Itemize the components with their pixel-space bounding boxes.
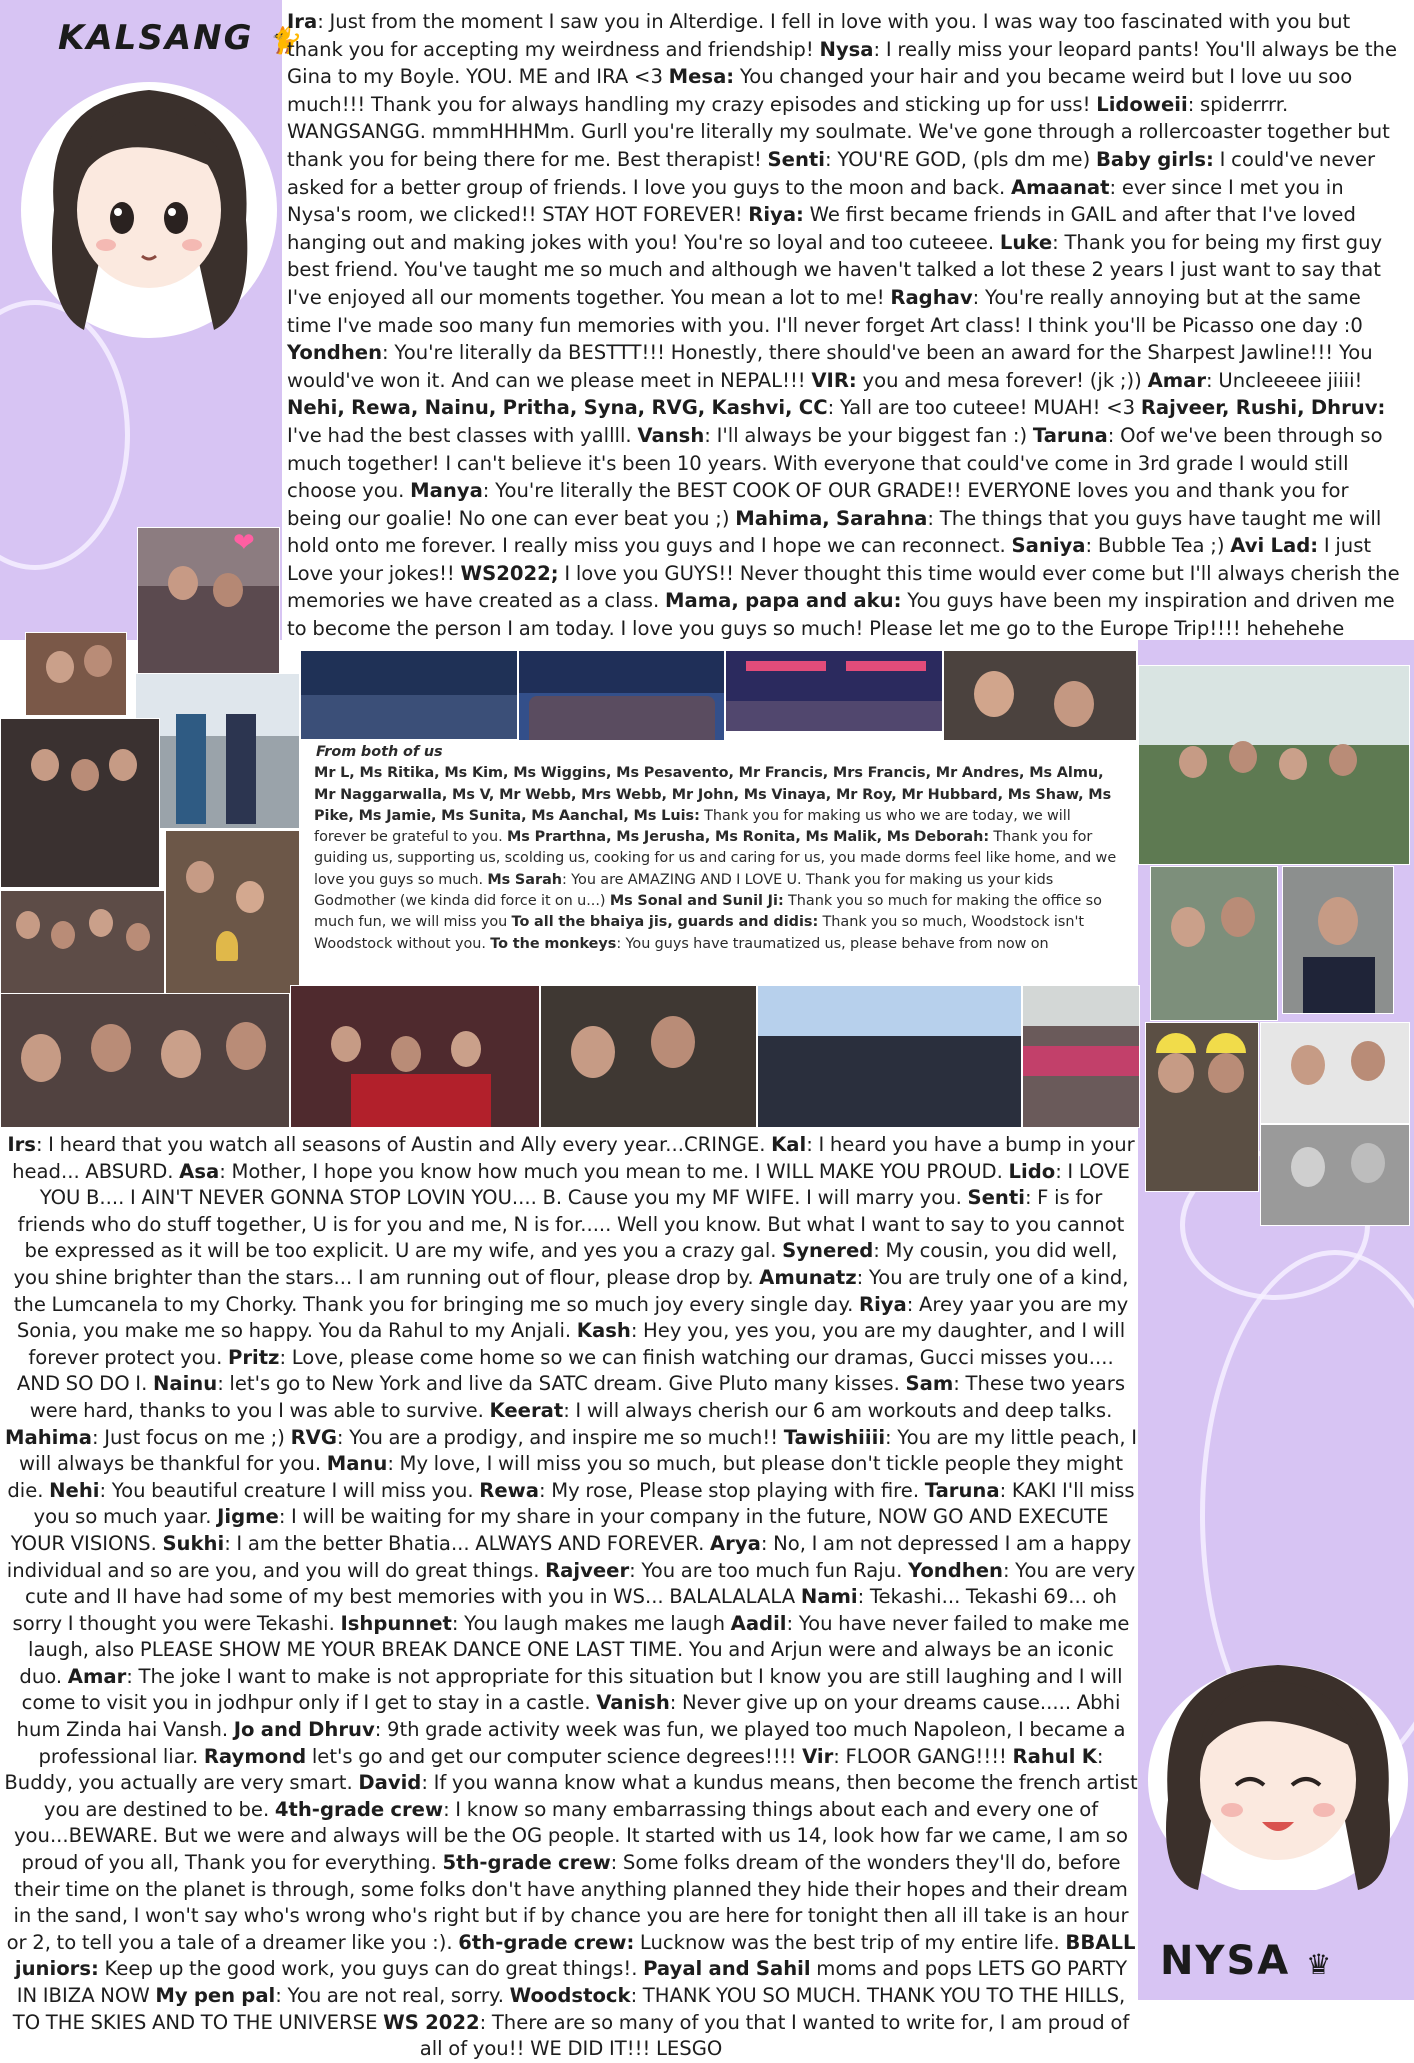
note-recipient-name: Mr L, Ms Ritika, Ms Kim, Ms Wiggins, Ms Pesavento, Mr Francis, Mrs Francis, Mr Andres, Ms Almu, Mr Naggarwalla, Ms V, Mr Webb, Mrs Webb, Mr John, Ms Vinaya, Mr Roy, Mr Hubbard, Ms Shaw, Ms Pike, Ms Jamie, Ms Sunita, Ms Aanchal, Ms Luis: bbox=[314, 765, 1112, 824]
note-message-text: : You have never failed to make me laugh, also PLEASE SHOW ME YOUR BREAK DANCE ONE LAST TIME. You and Arjun were and always be an iconic duo. bbox=[19, 1611, 1130, 1688]
note-message-text: You guys have been my inspiration and driven me to become the person I am today. I love you guys so much! Please let me go to the Europe Trip!!!! hehehehe bbox=[287, 589, 1395, 641]
note-message-text: : The things that you guys have taught me will hold onto me forever. I really miss you guys and I hope we can reconnect. bbox=[287, 506, 1382, 558]
note-message-text: : You are too much fun Raju. bbox=[629, 1558, 908, 1582]
photo-close-selfie bbox=[540, 985, 757, 1128]
note-message-text: : Just from the moment I saw you in Alterdige. I fell in love with you. I was way too fascinated with you but thank you for accepting my weirdness and friendship! bbox=[287, 10, 1351, 61]
note-message-text: : THANK YOU SO MUCH. THANK YOU TO THE HILLS, TO THE SKIES AND TO THE UNIVERSE bbox=[12, 1984, 1126, 2034]
note-message-text: Thank you so much, Woodstock isn't Woodstock without you. bbox=[314, 914, 1085, 952]
note-message-text: : Buddy, you actually are very smart. bbox=[4, 1744, 1104, 1795]
note-message-text: : I'll always be your biggest fan :) bbox=[704, 423, 1033, 447]
photo-pair-laughing bbox=[1150, 866, 1278, 1021]
note-message-text: : I know so many embarrassing things about each and every one of you...BEWARE. But we were and always will be the OG people. It started with us 14, look how far we came, I am so proud of you all, Thank you for everything. bbox=[13, 1797, 1129, 1875]
note-recipient-name: Amar bbox=[67, 1664, 127, 1688]
note-recipient-name: Lidoweii bbox=[1096, 92, 1188, 116]
note-message-text: : You're literally da BESTTT!!! Honestly, there should've been an award for the Sharpest Jawline!!! You would've won it. And can we please meet in NEPAL!!! bbox=[287, 341, 1373, 392]
note-recipient-name: Riya: bbox=[748, 203, 804, 227]
note-recipient-name: Nainu bbox=[152, 1372, 218, 1396]
note-message-text: Thank you for making us who we are today, we will forever be grateful to you. bbox=[314, 807, 1071, 846]
note-recipient-name: Rajveer bbox=[545, 1558, 630, 1582]
heart-sticker-icon: ❤ bbox=[233, 528, 255, 558]
note-recipient-name: Aadil bbox=[730, 1611, 787, 1635]
note-message-text: : You are truly one of a kind, the Lumcanela to my Chorky. Thank you for bringing me so much joy every single day. bbox=[13, 1265, 1129, 1316]
photo-peace-sign bbox=[1260, 1022, 1410, 1124]
note-recipient-name: Jo and Dhruv bbox=[233, 1718, 375, 1742]
note-recipient-name: Vansh bbox=[637, 423, 705, 447]
note-message-text: : You guys have traumatized us, please behave from now on bbox=[616, 935, 1049, 952]
note-message-text: Thank you for guiding us, supporting us, scolding us, cooking for us and caring for us, you made dorms feel like home, and we love you guys so much. bbox=[314, 829, 1117, 888]
note-recipient-name: Ms Prarthna, Ms Jerusha, Ms Ronita, Ms Malik, Ms Deborah: bbox=[506, 829, 990, 846]
photo-hard-hats bbox=[1145, 1022, 1259, 1192]
note-message-text: : I heard that you watch all seasons of Austin and Ally every year...CRINGE. bbox=[35, 1133, 772, 1156]
note-recipient-name: Yondhen bbox=[907, 1558, 1003, 1582]
photo-selfie-group bbox=[137, 527, 280, 675]
note-recipient-name: Vanish bbox=[596, 1691, 670, 1715]
note-recipient-name: Kash bbox=[576, 1319, 631, 1343]
note-recipient-name: Mama, papa and aku: bbox=[664, 589, 902, 613]
note-message-text: : ever since I met you in Nysa's room, we clicked!! STAY HOT FOREVER! bbox=[287, 175, 1344, 227]
note-recipient-name: Vir bbox=[802, 1744, 834, 1768]
note-recipient-name: Nami bbox=[800, 1585, 858, 1609]
note-message-text: : Mother, I hope you know how much you mean to me. I WILL MAKE YOU PROUD. bbox=[219, 1159, 1009, 1183]
note-message-text: : You're literally the BEST COOK OF OUR GRADE!! EVERYONE loves you and thank you for being our goalie! No one can ever beat you ;) bbox=[287, 479, 1349, 530]
note-message-text: : You're really annoying but at the same time I've made soo many fun memories with you. I'll never forget Art class! I think you'll be Picasso one day :0 bbox=[287, 285, 1363, 337]
note-recipient-name: Mesa: bbox=[668, 65, 735, 89]
note-message-text: : F is for friends who do stuff together, U is for you and me, N is for..... Well you know. But what I want to say to you cannot be expressed as it will be too explicit. U are my wife, and yes you a crazy gal. bbox=[17, 1186, 1125, 1263]
note-recipient-name: Amunatz bbox=[759, 1265, 857, 1289]
note-recipient-name: Woodstock bbox=[509, 1984, 631, 2007]
note-recipient-name: Synered bbox=[782, 1239, 874, 1263]
note-recipient-name: My pen pal bbox=[155, 1984, 276, 2007]
note-message-text: : YOU'RE GOD, (pls dm me) bbox=[824, 147, 1096, 171]
note-message-text: : My love, I will miss you so much, but please don't tickle people they might die. bbox=[7, 1452, 1124, 1502]
note-message-text: You changed your hair and you became weird but I love uu soo much!!! Thank you for always handling my crazy episodes and sticking up for uss! bbox=[287, 65, 1353, 116]
nysa-avatar bbox=[1138, 1640, 1414, 1890]
note-recipient-name: Amar bbox=[1147, 368, 1207, 392]
note-message-text: : Arey yaar you are my Sonia, you make me so happy. You da Rahul to my Anjali. bbox=[16, 1292, 1129, 1343]
note-recipient-name: Yondhen bbox=[287, 341, 383, 365]
note-recipient-name: Avi Lad: bbox=[1230, 534, 1319, 558]
note-recipient-name: Ira bbox=[287, 10, 318, 33]
note-message-text: : The joke I want to make is not appropriate for this situation but I know you are still laughing and I will come to visit you in jodhpur only if I get to stay in a castle. bbox=[21, 1664, 1123, 1715]
note-recipient-name: Payal and Sahil bbox=[643, 1957, 811, 1981]
note-recipient-name: Asa bbox=[179, 1159, 220, 1183]
note-recipient-name: David bbox=[358, 1771, 422, 1795]
note-recipient-name: 5th-grade crew bbox=[442, 1851, 611, 1875]
note-recipient-name: Rajveer, Rushi, Dhruv: bbox=[1140, 396, 1386, 420]
note-message-text: I could've never asked for a better group of friends. I love you guys to the moon and back. bbox=[287, 147, 1376, 199]
note-message-text: : I will be waiting for my share in your company in the future, NOW GO AND EXECUTE YOUR VISIONS. bbox=[10, 1505, 1109, 1555]
note-message-text: : Love, please come home so we can finish watching our dramas, Gucci misses you.... AND SO DO I. bbox=[16, 1345, 1114, 1396]
note-message-text: let's go and get our computer science degrees!!!! bbox=[306, 1744, 803, 1768]
note-recipient-name: Taruna bbox=[1032, 423, 1108, 447]
note-recipient-name: Irs bbox=[7, 1133, 36, 1156]
note-recipient-name: Baby girls: bbox=[1095, 147, 1214, 171]
note-message-text: : No, I am not depressed I am a happy individual and so are you, and you will do great things. bbox=[6, 1531, 1132, 1582]
photo-portrait bbox=[1282, 866, 1394, 1014]
kalsang-logo: KALSANG 🐈 bbox=[58, 18, 302, 58]
note-message-text: : Bubble Tea ;) bbox=[1085, 534, 1231, 558]
bottom-message bbox=[4, 1132, 1138, 2063]
note-message-text: moms and pops LETS GO PARTY IN IBIZA NOW bbox=[16, 1957, 1128, 2007]
note-recipient-name: Tawishiiii bbox=[783, 1425, 886, 1449]
note-message-text: : My rose, Please stop playing with fire. bbox=[538, 1478, 925, 1502]
note-recipient-name: Manya bbox=[410, 479, 483, 503]
note-recipient-name: WS 2022 bbox=[383, 2010, 480, 2034]
note-recipient-name: 6th-grade crew: bbox=[458, 1930, 635, 1954]
note-recipient-name: Mahima bbox=[4, 1425, 93, 1449]
note-message-text: Keep up the good work, you guys can do great things!. bbox=[98, 1957, 644, 1981]
note-message-text: : You are a prodigy, and inspire me so much!! bbox=[336, 1425, 784, 1449]
note-recipient-name: Nehi, Rewa, Nainu, Pritha, Syna, RVG, Kashvi, CC bbox=[287, 396, 828, 420]
note-message-text: : Tekashi... Tekashi 69... oh sorry I thought you were Tekashi. bbox=[12, 1585, 1117, 1635]
note-message-text: : You laugh makes me laugh bbox=[451, 1611, 731, 1635]
note-recipient-name: Mahima, Sarahna bbox=[735, 506, 928, 530]
note-message-text: : Some folks dream of the wonders they'll do, before their time on the planet is through, some folks don't have anything planned they hide their hopes and their dream in the sand, I won't say who's wrong who's right but if by chance you are here for tonight then all ill take is an hour or 2, to tell you a tale of a dreamer like you :). bbox=[6, 1851, 1129, 1954]
crown-icon: ♛ bbox=[1306, 1948, 1334, 1981]
note-recipient-name: Pritz bbox=[227, 1345, 280, 1369]
note-recipient-name: Rewa bbox=[479, 1478, 539, 1502]
note-message-text: We first became friends in GAIL and after that I've loved hanging out and making jokes with you! You're so loyal and too cuteeee. bbox=[287, 203, 1356, 254]
note-message-text: : FLOOR GANG!!!! bbox=[833, 1744, 1013, 1768]
note-recipient-name: Raghav bbox=[890, 285, 973, 309]
note-message-text: : spiderrrr. WANGSANGG. mmmHHHMm. Gurll you're literally my soulmate. We've gone through a rollercoaster together but thank you for being there for me. Best therapist! bbox=[287, 92, 1390, 171]
note-recipient-name: Keerat bbox=[489, 1398, 564, 1422]
note-recipient-name: To the monkeys bbox=[490, 935, 617, 952]
note-recipient-name: Manu bbox=[326, 1452, 388, 1476]
note-recipient-name: 4th-grade crew bbox=[274, 1797, 444, 1821]
note-message-text: : Hey you, yes you, you are my daughter, and I will forever protect you. bbox=[28, 1319, 1126, 1369]
note-recipient-name: Saniya bbox=[1011, 534, 1086, 558]
note-recipient-name: Amaanat bbox=[1010, 175, 1110, 199]
note-recipient-name: Sam bbox=[905, 1372, 954, 1396]
note-recipient-name: Lido bbox=[1008, 1159, 1056, 1183]
note-message-text: : KAKI I'll miss you so much yaar. bbox=[33, 1478, 1135, 1529]
note-message-text: : I heard you have a bump in your head... ABSURD. bbox=[12, 1133, 1135, 1183]
note-recipient-name: BBALL juniors: bbox=[14, 1930, 1136, 1981]
note-message-text: : Thank you for being my first guy best friend. You've taught me so much and although we haven't talked a lot these 2 years I just want to say that I've enjoyed all our moments together. You mean a lot to me! bbox=[287, 230, 1383, 309]
note-recipient-name: Riya bbox=[858, 1292, 907, 1316]
note-recipient-name: Senti bbox=[767, 147, 825, 171]
joint-message-heading: From both of us bbox=[316, 744, 443, 760]
note-message-text: : You are very cute and II have had some of my best memories with you in WS... BALALALALA bbox=[25, 1558, 1136, 1609]
note-recipient-name: Rahul K bbox=[1012, 1744, 1097, 1768]
note-message-text: Lucknow was the best trip of my entire life. bbox=[634, 1930, 1066, 1954]
note-message-text: : I am the better Bhatia... ALWAYS AND FOREVER. bbox=[224, 1531, 711, 1555]
note-recipient-name: VIR: bbox=[811, 368, 857, 392]
note-message-text: : You are my little peach, I will always be thankful for you. bbox=[18, 1425, 1138, 1476]
photo-games-stage bbox=[725, 650, 943, 732]
note-message-text: you and mesa forever! (jk ;)) bbox=[856, 368, 1148, 392]
note-message-text: : If you wanna know what a kundus means, then become the french artist you are destined to be. bbox=[43, 1771, 1138, 1821]
photo-hiking-group bbox=[757, 985, 1022, 1128]
note-message-text: : Never give up on your dreams cause..... Abhi hum Zinda hai Vansh. bbox=[16, 1691, 1121, 1742]
note-message-text: : 9th grade activity week was fun, we played too much Napoleon, I became a professional liar. bbox=[38, 1718, 1126, 1768]
note-message-text: : There are so many of you that I wanted to write for, I am proud of all of you!! WE DID IT!!! LESGO bbox=[419, 2010, 1130, 2061]
photo-group-selfie bbox=[0, 890, 165, 995]
note-message-text: Thank you so much for making the office so much fun, we will miss you bbox=[314, 893, 1102, 931]
note-message-text: I just Love your jokes!! bbox=[287, 534, 1372, 585]
note-message-text: : I really miss your leopard pants! You'll always be the Gina to my Boyle. YOU. ME and IRA <3 bbox=[287, 37, 1398, 89]
note-message-text: : You beautiful creature I will miss you. bbox=[99, 1478, 480, 1502]
photo-selfie-four bbox=[0, 993, 290, 1128]
note-message-text: I've had the best classes with yallll. bbox=[287, 423, 638, 447]
note-recipient-name: Ms Sarah bbox=[487, 871, 563, 888]
note-message-text: I love you GUYS!! Never thought this time would ever come but I'll always cherish the memories we have created as a class. bbox=[287, 561, 1400, 613]
note-recipient-name: Jigme bbox=[217, 1505, 279, 1529]
photo-indoor-pair bbox=[25, 632, 127, 716]
photo-trophy-group bbox=[165, 830, 300, 995]
nysa-logo: NYSA ♛ bbox=[1160, 1938, 1334, 1984]
note-recipient-name: Kal bbox=[771, 1133, 807, 1156]
note-message-text: : You are not real, sorry. bbox=[275, 1984, 510, 2007]
note-recipient-name: Sukhi bbox=[162, 1531, 225, 1555]
photo-garden-group bbox=[1138, 665, 1410, 865]
top-message bbox=[287, 8, 1409, 643]
note-recipient-name: WS2022; bbox=[460, 561, 559, 585]
note-message-text: : My cousin, you did well, you shine brighter than the stars... I am running out of flour, please drop by. bbox=[13, 1239, 1118, 1289]
note-message-text: : let's go to New York and live da SATC dream. Give Pluto many kisses. bbox=[217, 1372, 906, 1396]
note-message-text: : Yall are too cuteee! MUAH! <3 bbox=[827, 396, 1141, 420]
note-message-text: : Just focus on me ;) bbox=[92, 1425, 291, 1449]
kalsang-avatar bbox=[14, 60, 284, 340]
note-recipient-name: Luke bbox=[999, 230, 1053, 254]
note-message-text: : Uncleeeee jiiii! bbox=[1206, 368, 1363, 392]
photo-bw-pair bbox=[1260, 1124, 1410, 1226]
photo-night-crowd bbox=[300, 650, 518, 740]
note-recipient-name: Senti bbox=[967, 1186, 1025, 1210]
note-message-text: : I will always cherish our 6 am workouts and deep talks. bbox=[563, 1398, 1113, 1422]
photo-flower-market bbox=[1022, 985, 1140, 1128]
note-recipient-name: Ms Sonal and Sunil Ji: bbox=[609, 893, 784, 910]
note-recipient-name: Raymond bbox=[203, 1744, 307, 1768]
note-message-text: : You are AMAZING AND I LOVE U. Thank you for making us your kids Godmother (we kinda did force it on u...) bbox=[314, 871, 1054, 910]
note-recipient-name: To all the bhaiya jis, guards and didis: bbox=[511, 914, 819, 931]
note-recipient-name: Nehi bbox=[49, 1478, 100, 1502]
note-recipient-name: Taruna bbox=[924, 1478, 1000, 1502]
note-message-text: : Oof we've been through so much together! I can't believe it's been 10 years. With everyone that could've come in 3rd grade I would still choose you. bbox=[287, 423, 1383, 503]
cat-face-icon: 🐈 bbox=[267, 26, 302, 56]
note-recipient-name: Arya bbox=[710, 1531, 761, 1555]
note-recipient-name: Nysa bbox=[819, 37, 874, 61]
photo-party-group bbox=[290, 985, 540, 1128]
note-message-text: : I LOVE YOU B.... I AIN'T NEVER GONNA STOP LOVIN YOU.... B. Cause you my MF WIFE. I will marry you. bbox=[39, 1159, 1130, 1210]
note-recipient-name: RVG bbox=[290, 1425, 337, 1449]
photo-formal-group bbox=[0, 718, 160, 888]
joint-message-box bbox=[300, 740, 1136, 982]
note-recipient-name: Ishpunnet bbox=[340, 1611, 452, 1635]
note-message-text: : These two years were hard, thanks to you I was able to survive. bbox=[29, 1372, 1126, 1422]
